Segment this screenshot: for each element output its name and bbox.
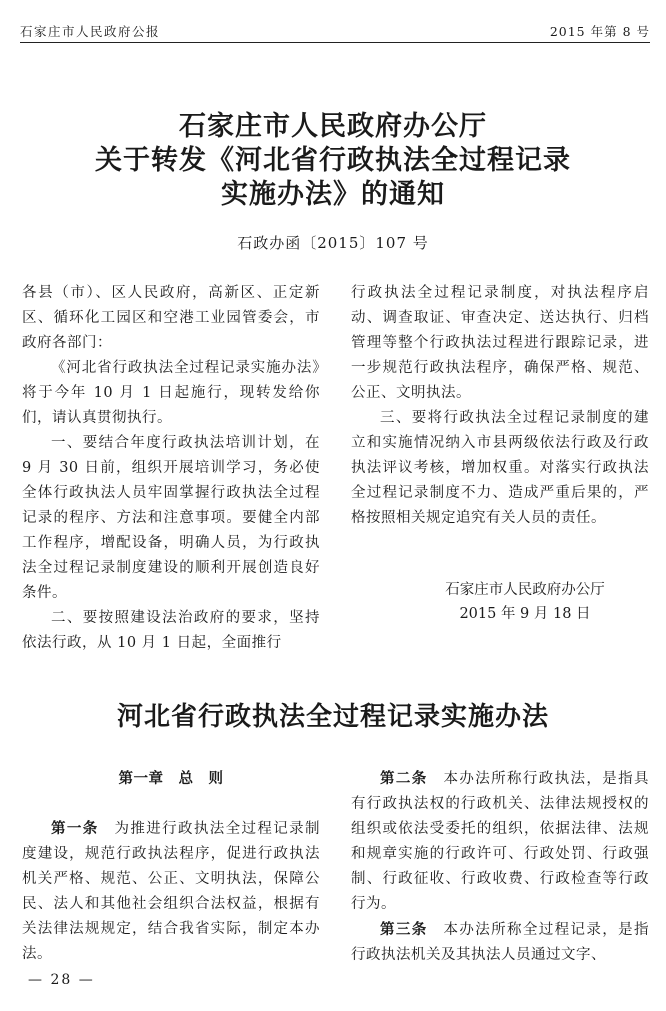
- article-label: 第三条: [380, 921, 428, 938]
- article-text: 本办法所称全过程记录，是指行政执法机关及其执法人员通过文字、: [351, 922, 649, 963]
- notice-title-line-1: 石家庄市人民政府办公厅: [179, 111, 487, 142]
- salutation: 各县（市）、区人民政府，高新区、正定新区、循环化工园区和空港工业园管委会，市政府各部门：: [22, 285, 320, 351]
- signature-date: 2015 年 9 月 18 日: [459, 606, 591, 622]
- article-label: 第一条: [51, 820, 99, 837]
- publication-name: 石家庄市人民政府公报: [20, 24, 161, 39]
- page-number: — 28 —: [28, 972, 95, 988]
- chapter-heading: 第一章 总 则: [118, 770, 224, 787]
- signature-organization: 石家庄市人民政府办公厅: [445, 582, 605, 598]
- notice-paragraph: 三、要将行政执法全过程记录制度的建立和实施情况纳入市县两级依法行政及行政执法评议考核，增加权重。对落实行政执法全过程记录制度不力、造成严重后果的，严格按照相关规定追究有关人员的责任。: [351, 410, 649, 526]
- article-1: [22, 816, 320, 967]
- notice-paragraph: 《河北省行政执法全过程记录实施办法》将于今年 10 月 1 日起施行，现转发给你们，请认真贯彻执行。: [22, 360, 320, 426]
- page-header: [20, 22, 650, 43]
- measures-title: 河北省行政执法全过程记录实施办法: [116, 702, 549, 732]
- notice-paragraph: 一、要结合年度行政执法培训计划，在 9 月 30 日前，组织开展培训学习，务必使全体行政执法人员牢固掌握行政执法全过程记录的程序、方法和注意事项。要健全内部工作程序，增配设备，明确人员，为行政执法全过程记录制度建设的顺利开展创造良好条件。: [22, 435, 320, 601]
- measures-column-left: [22, 766, 320, 967]
- notice-title-line-2: 关于转发《河北省行政执法全过程记录: [95, 145, 571, 176]
- notice-paragraph: 行政执法全过程记录制度，对执法程序启动、调查取证、审查决定、送达执行、归档管理等整个行政执法过程进行跟踪记录，进一步规范行政执法程序，确保严格、规范、公正、文明执法。: [351, 285, 649, 401]
- notice-column-left: [22, 281, 320, 656]
- document-number: 石政办函〔2015〕107 号: [237, 234, 429, 252]
- article-label: 第二条: [380, 770, 428, 787]
- notice-paragraph: 二、要按照建设法治政府的要求，坚持依法行政，从 10 月 1 日起，全面推行: [22, 610, 320, 651]
- article-3: [351, 917, 649, 968]
- article-text: 为推进行政执法全过程记录制度建设，规范行政执法程序，促进行政执法机关严格、规范、公正、文明执法，保障公民、法人和其他社会组织合法权益，根据有关法律法规规定，结合我省实际，制定本办法。: [22, 821, 320, 962]
- article-text: 本办法所称行政执法，是指具有行政执法权的行政机关、法律法规授权的组织或依法受委托的组织，依据法律、法规和规章实施的行政许可、行政处罚、行政强制、行政征收、行政收费、行政检查等行政行为。: [351, 771, 649, 912]
- notice-title-line-3: 实施办法》的通知: [221, 179, 445, 210]
- notice-title: [0, 110, 666, 212]
- issue-number: 2015 年第 8 号: [549, 24, 650, 39]
- notice-column-right: [351, 281, 649, 531]
- article-2: [351, 766, 649, 917]
- measures-column-right: [351, 766, 649, 968]
